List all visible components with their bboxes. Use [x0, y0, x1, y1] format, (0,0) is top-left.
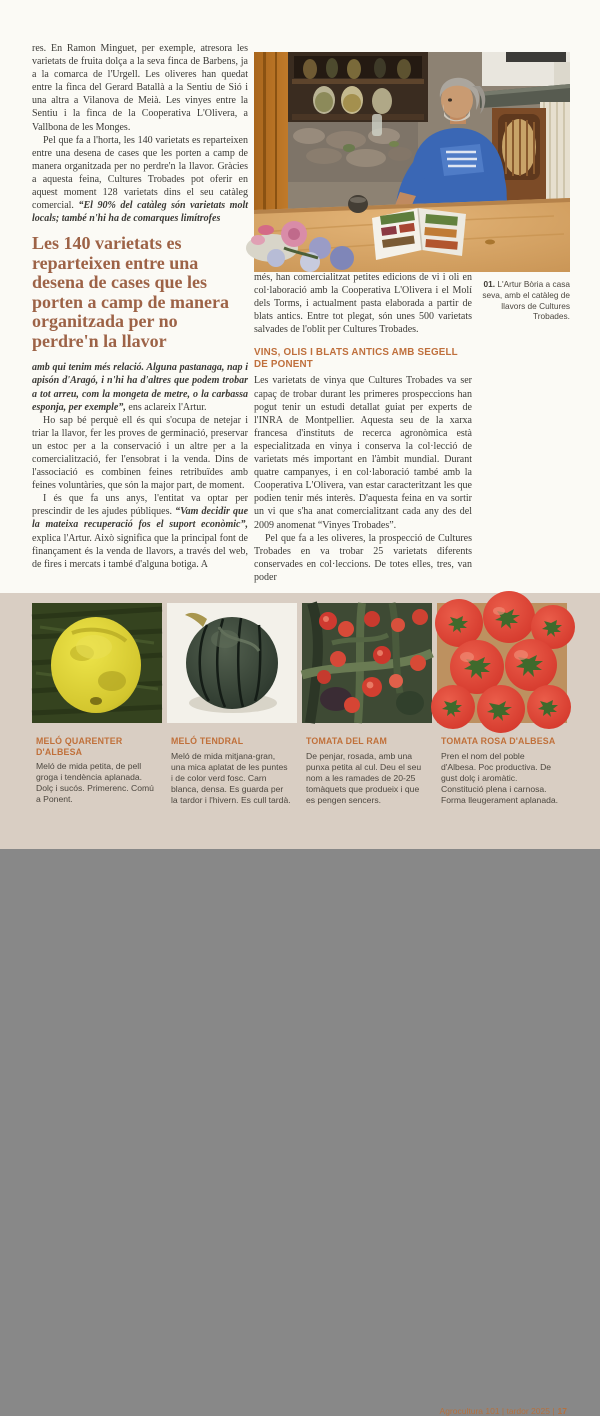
- paragraph-group-bottom: [32, 361, 248, 571]
- paragraph: [32, 492, 248, 571]
- page-footer: [440, 1406, 567, 1416]
- paragraph: [254, 271, 472, 336]
- paragraph-group-bottom: [254, 374, 472, 584]
- article-column-right: [254, 271, 472, 584]
- variety-description: Meló de mida mitjana-gran, una mica aplatat de les puntes i de color verd fosc. Carn blanca, densa. Es guarda per la tardor i l'hivern. Es cull tardà.: [171, 750, 291, 805]
- photo-caption: [474, 279, 570, 322]
- footer-text: Agrocultura 101 | tardor 2025 |: [439, 1406, 555, 1416]
- vine-tomatoes-illustration: [302, 603, 432, 723]
- variety-name: TOMATA DEL RAM: [306, 736, 387, 746]
- yellow-melon-illustration: [32, 603, 162, 723]
- variety-description: Meló de mida petita, de pell groga i tendència aplanada. Dolç i sucós. Primerenc. Comú a Ponent.: [36, 761, 154, 804]
- pink-tomatoes-illustration: [437, 603, 567, 723]
- paragraph: [32, 361, 248, 413]
- paragraph: [254, 532, 472, 584]
- body-text: ens aclareix l'Artur.: [128, 401, 207, 413]
- variety-card-tomata-del-ram: [302, 603, 432, 806]
- variety-card-melo-quarenter: [32, 603, 162, 805]
- body-text: Ho sap bé perquè ell és qui s'ocupa de netejar i triar la llavor, fer les proves de germinació, preservar un estoc per a la conservació i un altre per a la comercialització, fer l'ensobrat i la venda. Dins de l'associació es combinen feines retribuïdes amb feines voluntàries, que són la major part, de moment.: [32, 414, 248, 492]
- footer-page-number: 17: [557, 1406, 567, 1416]
- photo-caption-text: L'Artur Bòria a casa seva, amb el catàleg de llavors de Cultures Trobades.: [482, 279, 570, 322]
- article-column-left: [32, 42, 248, 571]
- variety-name: MELÓ QUARENTER D'ALBESA: [36, 736, 123, 757]
- melo-tendral-photo: [167, 603, 297, 723]
- quoted-text: “Vam decidir que la mateixa recuperació fos el suport econòmic”,: [32, 506, 249, 531]
- paragraph: [32, 42, 248, 134]
- body-text: explica l'Artur. Això significa que la principal font de finançament és la venda de llavors, a través del web, de fires i mercats i també d'alguna botiga. A: [32, 532, 248, 570]
- body-text: res. En Ramon Minguet, per exemple, atresora les varietats de fruita dolça a la seva finca de Barbens, ja a la comarca de l'Urgell. Les oliveres han quedat entre la finca del Gerard Batallà a la Sentiu de Sió i una altra a Vilanova de Meià. Les vinyes entre la Sentiu i la finca de la Cooperativa L'Olivera, a Vallbona de les Monges.: [32, 43, 248, 133]
- body-text: Les varietats de vinya que Cultures Trobades va ser capaç de trobar durant les primeres prospeccions han pogut tenir un estudi detallat guiat per experts de l'INRA de Montpellier. Aquesta seu de la xarxa francesa d'instituts de recerca agronòmica està especialitzada en vinya i conserva la col·lecció de varietats més important en l'àmbit mundial. Durant quatre campanyes, i en col·laboració també amb la Cooperativa L'Olivera, van estar caracteritzant les que podien tenir més interès. D'aquesta feina en va sortir un vi que s'ha anat comercialitzant cada any des del 2009 anomenat “Vinyes Trobades”.: [254, 375, 472, 531]
- variety-card-tomata-rosa: [437, 603, 567, 806]
- paragraph-group-top: [254, 271, 472, 336]
- main-photo-illustration: [254, 52, 570, 272]
- main-photo: [254, 52, 570, 272]
- body-text: I és que fa uns anys, l'entitat va optar per prescindir de les ajudes públiques.: [32, 493, 248, 518]
- paragraph: [254, 374, 472, 531]
- variety-description: De penjar, rosada, amb una punxa petita al cul. Deu el seu nom a les ramades de 20-25 tomàquets que produeix i que es pengen sencers.: [306, 750, 422, 805]
- dark-melon-illustration: [167, 603, 297, 723]
- varieties-strip: [0, 593, 600, 1416]
- paragraph-group-top: [32, 42, 248, 225]
- body-text: Pel que fa a les oliveres, la prospecció de Cultures Trobades en va trobar 25 varietats diferents conservades en col·leccions. De totes elles, tres, van poder: [254, 532, 472, 583]
- photo-caption-number: 01.: [483, 279, 496, 289]
- section-heading: VINS, OLIS I BLATS ANTICS AMB SEGELL DE PONENT: [254, 347, 458, 371]
- quoted-text: “El 90% del catàleg són varietats molt locals; també n'hi ha de comarques limítrofes: [32, 200, 249, 225]
- variety-description: Pren el nom del poble d'Albesa. Poc productiva. De gust dolç i aromàtic. Constitució plena i carnosa. Forma lleugerament aplanada.: [441, 750, 559, 805]
- body-text: Pel que fa a l'horta, les 140 varietats es reparteixen entre una desena de cases que les porten a camp de manera organitzada per no perdre'n la llavor. Gràcies a aquesta feina, Cultures Trobades pot oferir en aquest moment 128 varietats dins el seu catàleg comercial.: [32, 134, 248, 212]
- paragraph: [32, 134, 248, 226]
- variety-name: TOMATA ROSA D'ALBESA: [441, 736, 556, 746]
- tomata-rosa-photo: [437, 603, 567, 723]
- body-text: més, han comercialitzat petites edicions de vi i oli en col·laboració amb la Cooperativa L'Olivera i el Molí dels Torms, i actualment pasta elaborada a partir de blats antics. Entre tot plegat, són unes 500 varietats salvades de l'oblit per Cultures Trobades.: [254, 272, 472, 336]
- quoted-text: amb qui tenim més relació. Alguna pastanaga, nap i apisón d'Aragó, i n'hi ha d'altres que podem trobar a tot arreu, com la mongeta de metre, o la carbassa esponja, per exemple”,: [32, 362, 248, 413]
- variety-name: MELÓ TENDRAL: [171, 736, 244, 746]
- paragraph: [32, 414, 248, 493]
- variety-card-melo-tendral: [167, 603, 297, 806]
- tomata-del-ram-photo: [302, 603, 432, 723]
- melo-quarenter-photo: [32, 603, 162, 723]
- pull-quote: Les 140 varietats es reparteixen entre una desena de cases que les porten a camp de manera organitzada per no perdre'n la llavor: [32, 233, 229, 351]
